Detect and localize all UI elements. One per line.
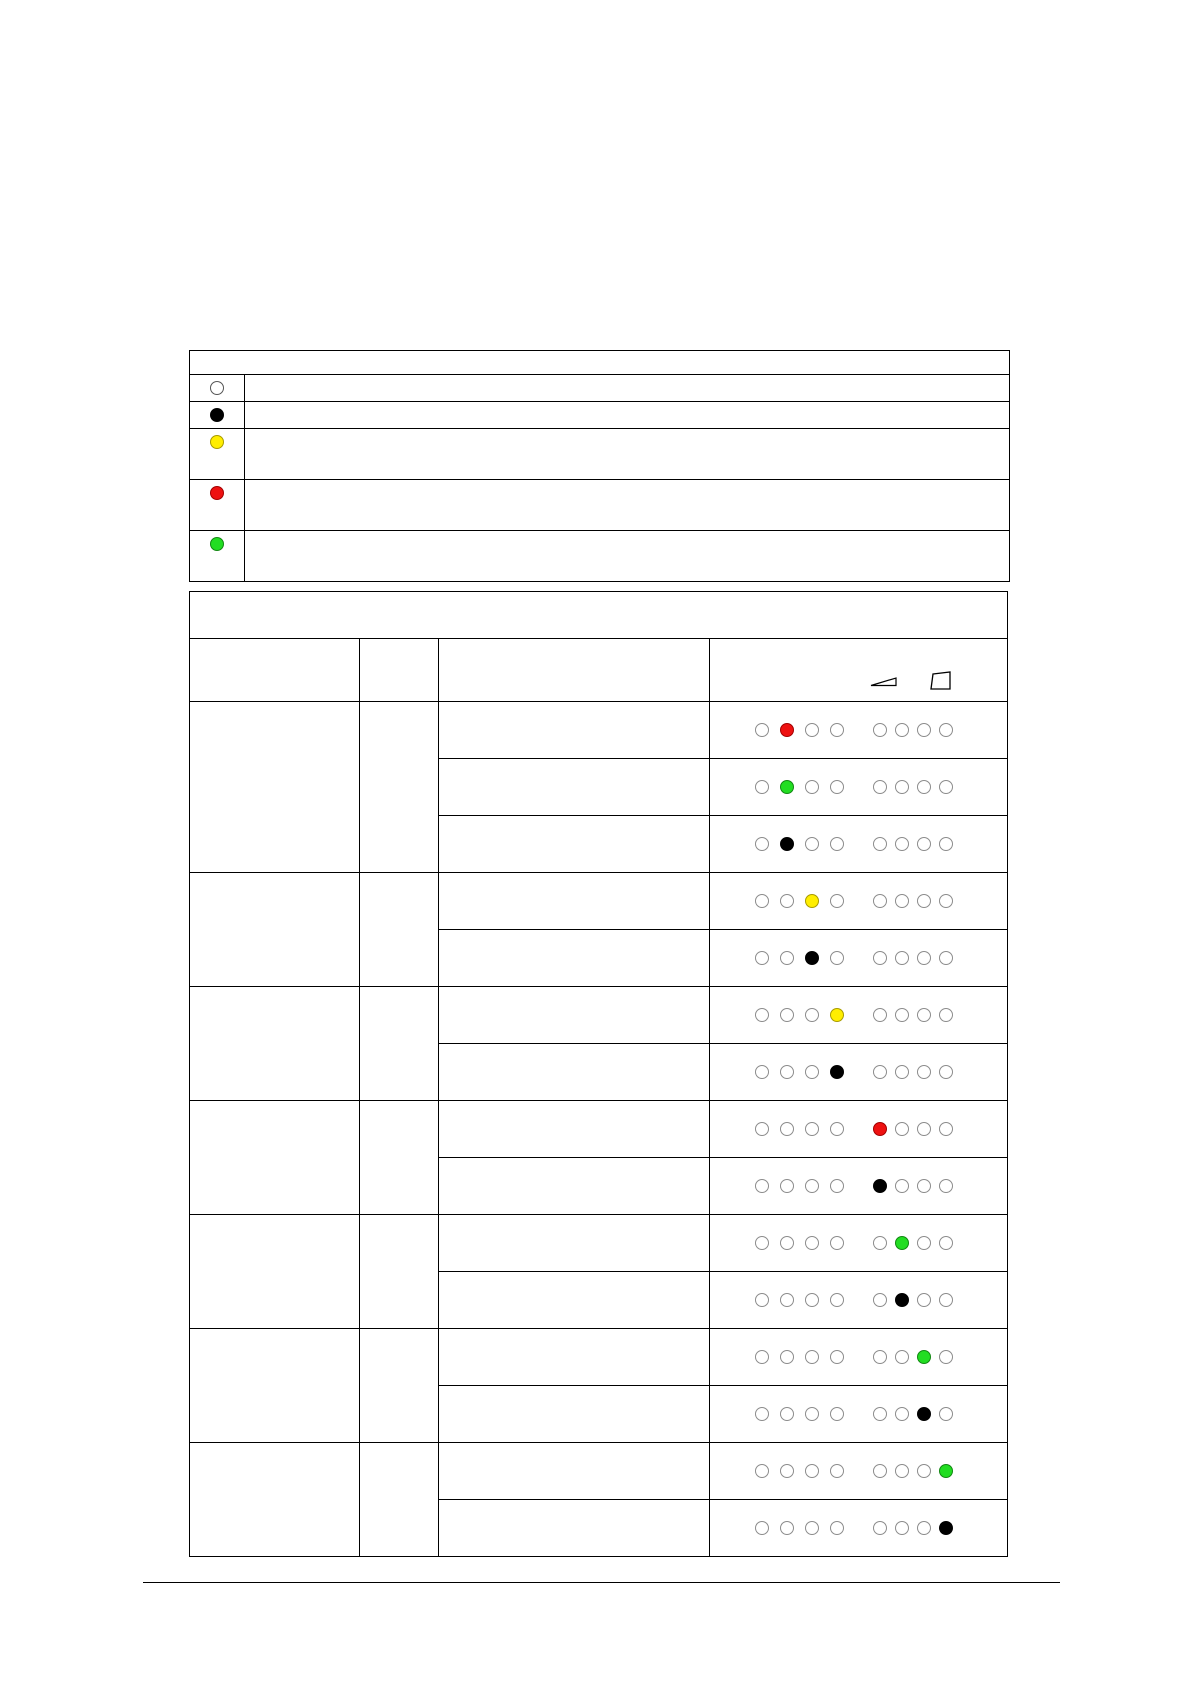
description-cell (439, 759, 710, 816)
empty-indicator-icon (873, 1065, 887, 1079)
legend-row-yellow (190, 429, 1010, 480)
empty-indicator-icon (755, 1521, 769, 1535)
empty-indicator-icon (917, 1065, 931, 1079)
empty-indicator-icon (873, 1293, 887, 1307)
empty-indicator-icon (939, 723, 953, 737)
empty-indicator-icon (805, 1521, 819, 1535)
group-name-cell (190, 1329, 360, 1443)
empty-indicator-icon (939, 1293, 953, 1307)
empty-indicator-icon (780, 1122, 794, 1136)
empty-indicator-icon (805, 1008, 819, 1022)
description-cell (439, 873, 710, 930)
empty-indicator-icon (805, 1065, 819, 1079)
empty-indicator-icon (873, 1008, 887, 1022)
empty-indicator-icon (830, 1293, 844, 1307)
empty-indicator-icon (755, 1464, 769, 1478)
group-name-cell (190, 702, 360, 873)
empty-indicator-icon (830, 1464, 844, 1478)
description-cell (439, 1443, 710, 1500)
empty-indicator-icon (873, 1350, 887, 1364)
empty-indicator-icon (830, 1179, 844, 1193)
header-cell (439, 639, 710, 702)
empty-indicator-icon (895, 1179, 909, 1193)
black-indicator-icon (210, 408, 224, 422)
empty-indicator-icon (755, 951, 769, 965)
black-indicator-icon (830, 1065, 844, 1079)
legend-row-empty (190, 375, 1010, 402)
table-row (190, 987, 1008, 1044)
empty-indicator-icon (830, 894, 844, 908)
header-cell (360, 639, 439, 702)
legend-row-black (190, 402, 1010, 429)
group-code-cell (360, 702, 439, 873)
empty-indicator-icon (830, 1350, 844, 1364)
indicator-cell (710, 1386, 1008, 1443)
indicator-cell (710, 1044, 1008, 1101)
empty-indicator-icon (873, 894, 887, 908)
empty-indicator-icon (895, 1008, 909, 1022)
group-name-cell (190, 987, 360, 1101)
empty-indicator-icon (780, 1236, 794, 1250)
group-code-cell (360, 1215, 439, 1329)
empty-indicator-icon (805, 1179, 819, 1193)
empty-indicator-icon (917, 723, 931, 737)
empty-indicator-icon (755, 1407, 769, 1421)
empty-indicator-icon (895, 1407, 909, 1421)
green-indicator-icon (917, 1350, 931, 1364)
indicator-cell (710, 759, 1008, 816)
yellow-indicator-icon (830, 1008, 844, 1022)
empty-indicator-icon (917, 780, 931, 794)
table-row (190, 1101, 1008, 1158)
legend-text (245, 429, 1010, 480)
group-code-cell (360, 1329, 439, 1443)
description-cell (439, 1386, 710, 1443)
empty-indicator-icon (917, 951, 931, 965)
empty-indicator-icon (805, 780, 819, 794)
table-header-row (190, 639, 1008, 702)
empty-indicator-icon (917, 1122, 931, 1136)
empty-indicator-icon (755, 780, 769, 794)
header-indicator-cell (710, 639, 1008, 702)
yellow-indicator-icon (805, 894, 819, 908)
empty-indicator-icon (780, 1179, 794, 1193)
empty-indicator-icon (830, 1407, 844, 1421)
description-cell (439, 1158, 710, 1215)
group-code-cell (360, 1101, 439, 1215)
legend-row-green (190, 531, 1010, 582)
empty-indicator-icon (780, 951, 794, 965)
empty-indicator-icon (895, 894, 909, 908)
yellow-indicator-icon (210, 435, 224, 449)
group-name-cell (190, 1215, 360, 1329)
empty-indicator-icon (755, 1236, 769, 1250)
empty-indicator-icon (830, 780, 844, 794)
description-cell (439, 1044, 710, 1101)
empty-indicator-icon (755, 1350, 769, 1364)
empty-indicator-icon (895, 1464, 909, 1478)
empty-indicator-icon (210, 381, 224, 395)
empty-indicator-icon (873, 1407, 887, 1421)
empty-indicator-icon (780, 1521, 794, 1535)
group-name-cell (190, 1101, 360, 1215)
empty-indicator-icon (780, 894, 794, 908)
empty-indicator-icon (780, 1464, 794, 1478)
empty-indicator-icon (917, 1293, 931, 1307)
description-cell (439, 987, 710, 1044)
legend-text (245, 480, 1010, 531)
empty-indicator-icon (917, 894, 931, 908)
empty-indicator-icon (939, 1236, 953, 1250)
empty-indicator-icon (830, 1236, 844, 1250)
empty-indicator-icon (917, 1236, 931, 1250)
indicator-cell (710, 1215, 1008, 1272)
empty-indicator-icon (780, 1065, 794, 1079)
empty-indicator-icon (805, 723, 819, 737)
empty-indicator-icon (805, 1464, 819, 1478)
empty-indicator-icon (805, 1122, 819, 1136)
empty-indicator-icon (830, 723, 844, 737)
empty-indicator-icon (805, 1407, 819, 1421)
indicator-cell (710, 1500, 1008, 1557)
footer-rule (143, 1582, 1060, 1583)
red-indicator-icon (873, 1122, 887, 1136)
legend-header-row (190, 351, 1010, 375)
indicator-cell (710, 702, 1008, 759)
frame-icon (930, 671, 952, 691)
empty-indicator-icon (780, 1350, 794, 1364)
empty-indicator-icon (895, 1122, 909, 1136)
black-indicator-icon (939, 1521, 953, 1535)
empty-indicator-icon (873, 951, 887, 965)
table-row (190, 1443, 1008, 1500)
legend-text (245, 531, 1010, 582)
black-indicator-icon (873, 1179, 887, 1193)
indicator-cell (710, 1101, 1008, 1158)
table-row (190, 1215, 1008, 1272)
empty-indicator-icon (805, 1350, 819, 1364)
empty-indicator-icon (805, 1236, 819, 1250)
empty-indicator-icon (830, 951, 844, 965)
empty-indicator-icon (939, 951, 953, 965)
empty-indicator-icon (755, 1008, 769, 1022)
indicator-cell (710, 816, 1008, 873)
empty-indicator-icon (917, 1464, 931, 1478)
indicator-cell (710, 873, 1008, 930)
empty-indicator-icon (917, 1521, 931, 1535)
black-indicator-icon (780, 837, 794, 851)
empty-indicator-icon (939, 894, 953, 908)
group-code-cell (360, 873, 439, 987)
empty-indicator-icon (939, 1065, 953, 1079)
green-indicator-icon (210, 537, 224, 551)
empty-indicator-icon (755, 837, 769, 851)
empty-indicator-icon (939, 1179, 953, 1193)
empty-indicator-icon (895, 951, 909, 965)
indicator-cell (710, 1443, 1008, 1500)
empty-indicator-icon (805, 1293, 819, 1307)
empty-indicator-icon (895, 1521, 909, 1535)
empty-indicator-icon (895, 1065, 909, 1079)
description-cell (439, 1101, 710, 1158)
group-code-cell (360, 987, 439, 1101)
group-name-cell (190, 1443, 360, 1557)
empty-indicator-icon (755, 1122, 769, 1136)
description-cell (439, 1500, 710, 1557)
description-cell (439, 1329, 710, 1386)
empty-indicator-icon (939, 780, 953, 794)
empty-indicator-icon (780, 1008, 794, 1022)
empty-indicator-icon (939, 1407, 953, 1421)
empty-indicator-icon (895, 837, 909, 851)
empty-indicator-icon (873, 1236, 887, 1250)
black-indicator-icon (895, 1293, 909, 1307)
green-indicator-icon (939, 1464, 953, 1478)
black-indicator-icon (917, 1407, 931, 1421)
group-name-cell (190, 873, 360, 987)
black-indicator-icon (805, 951, 819, 965)
empty-indicator-icon (917, 1008, 931, 1022)
empty-indicator-icon (755, 723, 769, 737)
indicator-cell (710, 1272, 1008, 1329)
empty-indicator-icon (830, 1122, 844, 1136)
empty-indicator-icon (755, 1179, 769, 1193)
empty-indicator-icon (895, 780, 909, 794)
description-cell (439, 1272, 710, 1329)
empty-indicator-icon (780, 1293, 794, 1307)
indicator-cell (710, 987, 1008, 1044)
legend-row-red (190, 480, 1010, 531)
empty-indicator-icon (917, 1179, 931, 1193)
green-indicator-icon (780, 780, 794, 794)
empty-indicator-icon (939, 1008, 953, 1022)
empty-indicator-icon (805, 837, 819, 851)
empty-indicator-icon (873, 837, 887, 851)
empty-indicator-icon (873, 1521, 887, 1535)
description-cell (439, 816, 710, 873)
empty-indicator-icon (895, 1350, 909, 1364)
empty-indicator-icon (939, 1350, 953, 1364)
empty-indicator-icon (873, 1464, 887, 1478)
empty-indicator-icon (895, 723, 909, 737)
table-row (190, 1329, 1008, 1386)
green-indicator-icon (895, 1236, 909, 1250)
header-cell (190, 639, 360, 702)
empty-indicator-icon (873, 780, 887, 794)
table-title-row (190, 592, 1008, 639)
legend-table (189, 350, 1010, 582)
table-row (190, 873, 1008, 930)
empty-indicator-icon (917, 837, 931, 851)
red-indicator-icon (780, 723, 794, 737)
legend-text (245, 375, 1010, 402)
empty-indicator-icon (755, 894, 769, 908)
indicator-cell (710, 1329, 1008, 1386)
table-title-cell (190, 592, 1008, 639)
empty-indicator-icon (830, 1521, 844, 1535)
indicator-cell (710, 930, 1008, 987)
group-code-cell (360, 1443, 439, 1557)
table-row (190, 702, 1008, 759)
legend-text (245, 402, 1010, 429)
empty-indicator-icon (830, 837, 844, 851)
description-cell (439, 1215, 710, 1272)
empty-indicator-icon (755, 1065, 769, 1079)
indicator-cell (710, 1158, 1008, 1215)
empty-indicator-icon (939, 837, 953, 851)
indicator-table (189, 591, 1008, 1557)
empty-indicator-icon (755, 1293, 769, 1307)
legend-header-cell (190, 351, 1010, 375)
description-cell (439, 702, 710, 759)
empty-indicator-icon (873, 723, 887, 737)
red-indicator-icon (210, 486, 224, 500)
description-cell (439, 930, 710, 987)
empty-indicator-icon (780, 1407, 794, 1421)
empty-indicator-icon (939, 1122, 953, 1136)
wedge-icon (870, 677, 898, 687)
